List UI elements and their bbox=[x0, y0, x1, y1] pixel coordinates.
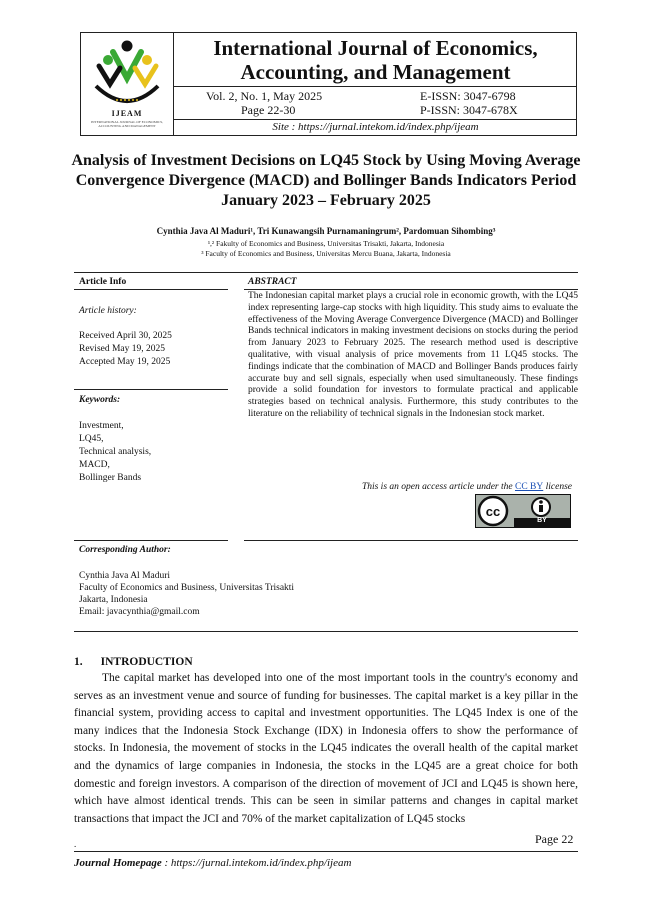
journal-homepage[interactable] bbox=[74, 857, 351, 869]
svg-text:cc: cc bbox=[485, 504, 501, 519]
affiliation: ³ Faculty of Economics and Business, Universitas Mercu Buana, Jakarta, Indonesia bbox=[201, 249, 451, 258]
footer-dot: . bbox=[74, 839, 77, 849]
corresponding-name: Cynthia Java Al Maduri bbox=[79, 571, 171, 581]
homepage-url[interactable]: : https://jurnal.intekom.id/index.php/ijeam bbox=[161, 857, 352, 869]
corresponding-affiliation: Faculty of Economics and Business, Universitas Trisakti bbox=[79, 583, 295, 593]
keyword-item: LQ45, bbox=[79, 434, 104, 444]
header-divider bbox=[174, 119, 577, 120]
cc-by-link[interactable]: CC BY bbox=[514, 482, 544, 492]
cc-by-badge[interactable] bbox=[475, 494, 571, 528]
corresponding-email[interactable]: Email: javacynthia@gmail.com bbox=[79, 607, 200, 617]
keyword-item: Investment, bbox=[79, 421, 124, 431]
corresponding-city: Jakarta, Indonesia bbox=[79, 595, 148, 605]
introduction-heading bbox=[74, 656, 193, 668]
cc-by-label: BY bbox=[537, 517, 547, 524]
page-range: Page 22-30 bbox=[241, 103, 296, 117]
section-rule bbox=[74, 289, 228, 290]
corresponding-label: Corresponding Author: bbox=[79, 545, 171, 555]
header-divider bbox=[174, 86, 577, 87]
section-rule bbox=[244, 540, 578, 541]
homepage-label: Journal Homepage bbox=[74, 857, 162, 869]
license-prefix: This is an open access article under the bbox=[361, 482, 515, 492]
paper-title: Analysis of Investment Decisions on LQ45 Stock by Using Moving Average Convergence Divergence (MACD) and Bollinger Bands Indicators Period January 2023 – February 2025 bbox=[71, 152, 581, 209]
introduction-text: The capital market has developed into one of the most important tools in the country's economy and serves as an investment venue and source of funding for businesses. The capital market is a key pillar in the financial system, providing access to capital and investment opportunities. The LQ45 Index is one of the many indices that the Indonesia Stock Exchange (IDX) in Indonesia offers to show the performance of stocks. In Indonesia, the movement of stocks in the LQ45 indicates the overall health of the capital market and the dynamics of large companies in Indonesia, the stocks in the LQ45 are a great choice for both domestic and foreign investors. A comparison of the direction of movement of JCI and LQ45 is shown here, which have almost identical trends. This can be seen in similar patterns and changes in capital market transactions that impact the JCI and 70% of the market capitalization of LQ45 stocks bbox=[74, 672, 578, 825]
author-list: Cynthia Java Al Maduri¹, Tri Kunawangsih Purnamaningrum², Pardomuan Sihombing³ bbox=[156, 226, 496, 236]
p-issn: P-ISSN: 3047-678X bbox=[420, 103, 518, 117]
section-rule bbox=[244, 289, 578, 290]
history-label: Article history: bbox=[79, 306, 137, 316]
abstract-text: The Indonesian capital market plays a crucial role in economic growth, with the LQ45 index representing large-cap stocks with high liquidity. This study aims to evaluate the effectiveness of the Moving Average Convergence Divergence (MACD) and Bollinger Bands technical indicators in making investment decisions on stocks during the period from January 2023 to February 2025. The research method used is descriptive qualitative, with visual analysis of price movements from 11 LQ45 stocks. The findings indicate that the combination of MACD and Bollinger Bands produces fairly accurate buy and sell signals, especially when used simultaneously. These findings provide a solid foundation for investors to formulate practical and applicable strategies based on technical analysis. Furthermore, this study contributes to the literature on the reliability of technical signals in the Indonesian stock market. bbox=[248, 291, 578, 419]
accepted-date: Accepted May 19, 2025 bbox=[79, 357, 171, 367]
journal-title: International Journal of Economics, Accounting, and Management bbox=[213, 36, 538, 84]
keyword-item: Technical analysis, bbox=[79, 447, 152, 457]
footer-rule bbox=[74, 851, 578, 852]
section-rule bbox=[74, 272, 578, 273]
journal-site-link[interactable]: Site : https://jurnal.intekom.id/index.php/ijeam bbox=[272, 121, 479, 133]
section-rule bbox=[74, 389, 228, 390]
logo-wordmark: IJEAM bbox=[111, 109, 143, 118]
logo-subtext: INTERNATIONAL JOURNAL OF ECONOMICS, ACCOUNTING AND MANAGEMENT bbox=[90, 120, 164, 128]
page-number: Page 22 bbox=[535, 832, 574, 846]
e-issn: E-ISSN: 3047-6798 bbox=[420, 89, 516, 103]
revised-date: Revised May 19, 2025 bbox=[79, 344, 166, 354]
journal-logo-icon bbox=[86, 38, 168, 110]
volume-info: Vol. 2, No. 1, May 2025 bbox=[206, 89, 323, 103]
section-number: 1. bbox=[74, 656, 83, 668]
abstract-heading: ABSTRACT bbox=[248, 277, 297, 287]
license-statement bbox=[300, 482, 572, 492]
keyword-item: Bollinger Bands bbox=[79, 473, 142, 483]
keywords-label: Keywords: bbox=[79, 395, 121, 405]
article-info-heading: Article Info bbox=[79, 277, 127, 287]
keyword-item: MACD, bbox=[79, 460, 110, 470]
section-rule bbox=[74, 540, 228, 541]
affiliation: ¹,² Fakulty of Economics and Business, Universitas Trisakti, Jakarta, Indonesia bbox=[207, 239, 445, 248]
received-date: Received April 30, 2025 bbox=[79, 331, 172, 341]
license-suffix: license bbox=[543, 482, 572, 492]
section-rule bbox=[74, 631, 578, 632]
section-title: INTRODUCTION bbox=[100, 656, 193, 668]
